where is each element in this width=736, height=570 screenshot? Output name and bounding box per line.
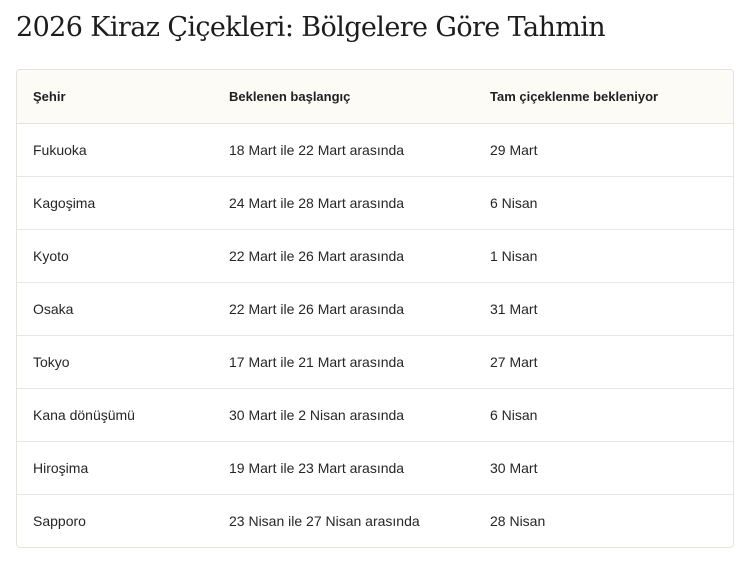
column-header-expected-start: Beklenen başlangıç — [213, 70, 474, 124]
cell-expected-start: 23 Nisan ile 27 Nisan arasında — [229, 513, 420, 529]
table-row — [17, 336, 733, 389]
cell-city: Kagoşima — [17, 177, 213, 230]
table-row — [17, 442, 733, 495]
table-row — [17, 283, 733, 336]
cell-expected-start: 19 Mart ile 23 Mart arasında — [213, 442, 474, 495]
cell-expected-start: 22 Mart ile 26 Mart arasında — [213, 283, 474, 336]
forecast-table — [17, 70, 733, 547]
table-body — [17, 124, 733, 548]
header-row — [17, 70, 733, 124]
cell-city: Sapporo — [33, 513, 86, 529]
table-row — [17, 389, 733, 442]
page-title: 2026 Kiraz Çiçekleri: Bölgelere Göre Tahmin — [16, 12, 606, 43]
cell-full-bloom: 29 Mart — [474, 124, 733, 177]
cell-expected-start: 24 Mart ile 28 Mart arasında — [213, 177, 474, 230]
cell-city: Osaka — [17, 283, 213, 336]
cell-expected-start: 17 Mart ile 21 Mart arasında — [213, 336, 474, 389]
table-row — [17, 230, 733, 283]
forecast-table-container — [16, 69, 734, 548]
cell-expected-start: 18 Mart ile 22 Mart arasında — [213, 124, 474, 177]
table-row — [17, 495, 733, 548]
cell-full-bloom: 6 Nisan — [474, 177, 733, 230]
cell-full-bloom: 30 Mart — [474, 442, 733, 495]
cell-city: Kana dönüşümü — [17, 389, 213, 442]
cell-full-bloom: 31 Mart — [474, 283, 733, 336]
cell-full-bloom: 28 Nisan — [490, 513, 546, 529]
cell-full-bloom: 27 Mart — [474, 336, 733, 389]
column-header-city: Şehir — [17, 70, 213, 124]
cell-city: Hiroşima — [17, 442, 213, 495]
cell-city: Tokyo — [17, 336, 213, 389]
cell-expected-start: 22 Mart ile 26 Mart arasında — [213, 230, 474, 283]
cell-city: Fukuoka — [17, 124, 213, 177]
table-header — [17, 70, 733, 124]
cell-full-bloom: 6 Nisan — [474, 389, 733, 442]
table-row — [17, 124, 733, 177]
cell-expected-start: 30 Mart ile 2 Nisan arasında — [213, 389, 474, 442]
cell-city: Kyoto — [17, 230, 213, 283]
cell-full-bloom: 1 Nisan — [474, 230, 733, 283]
table-row — [17, 177, 733, 230]
column-header-full-bloom: Tam çiçeklenme bekleniyor — [474, 70, 733, 124]
